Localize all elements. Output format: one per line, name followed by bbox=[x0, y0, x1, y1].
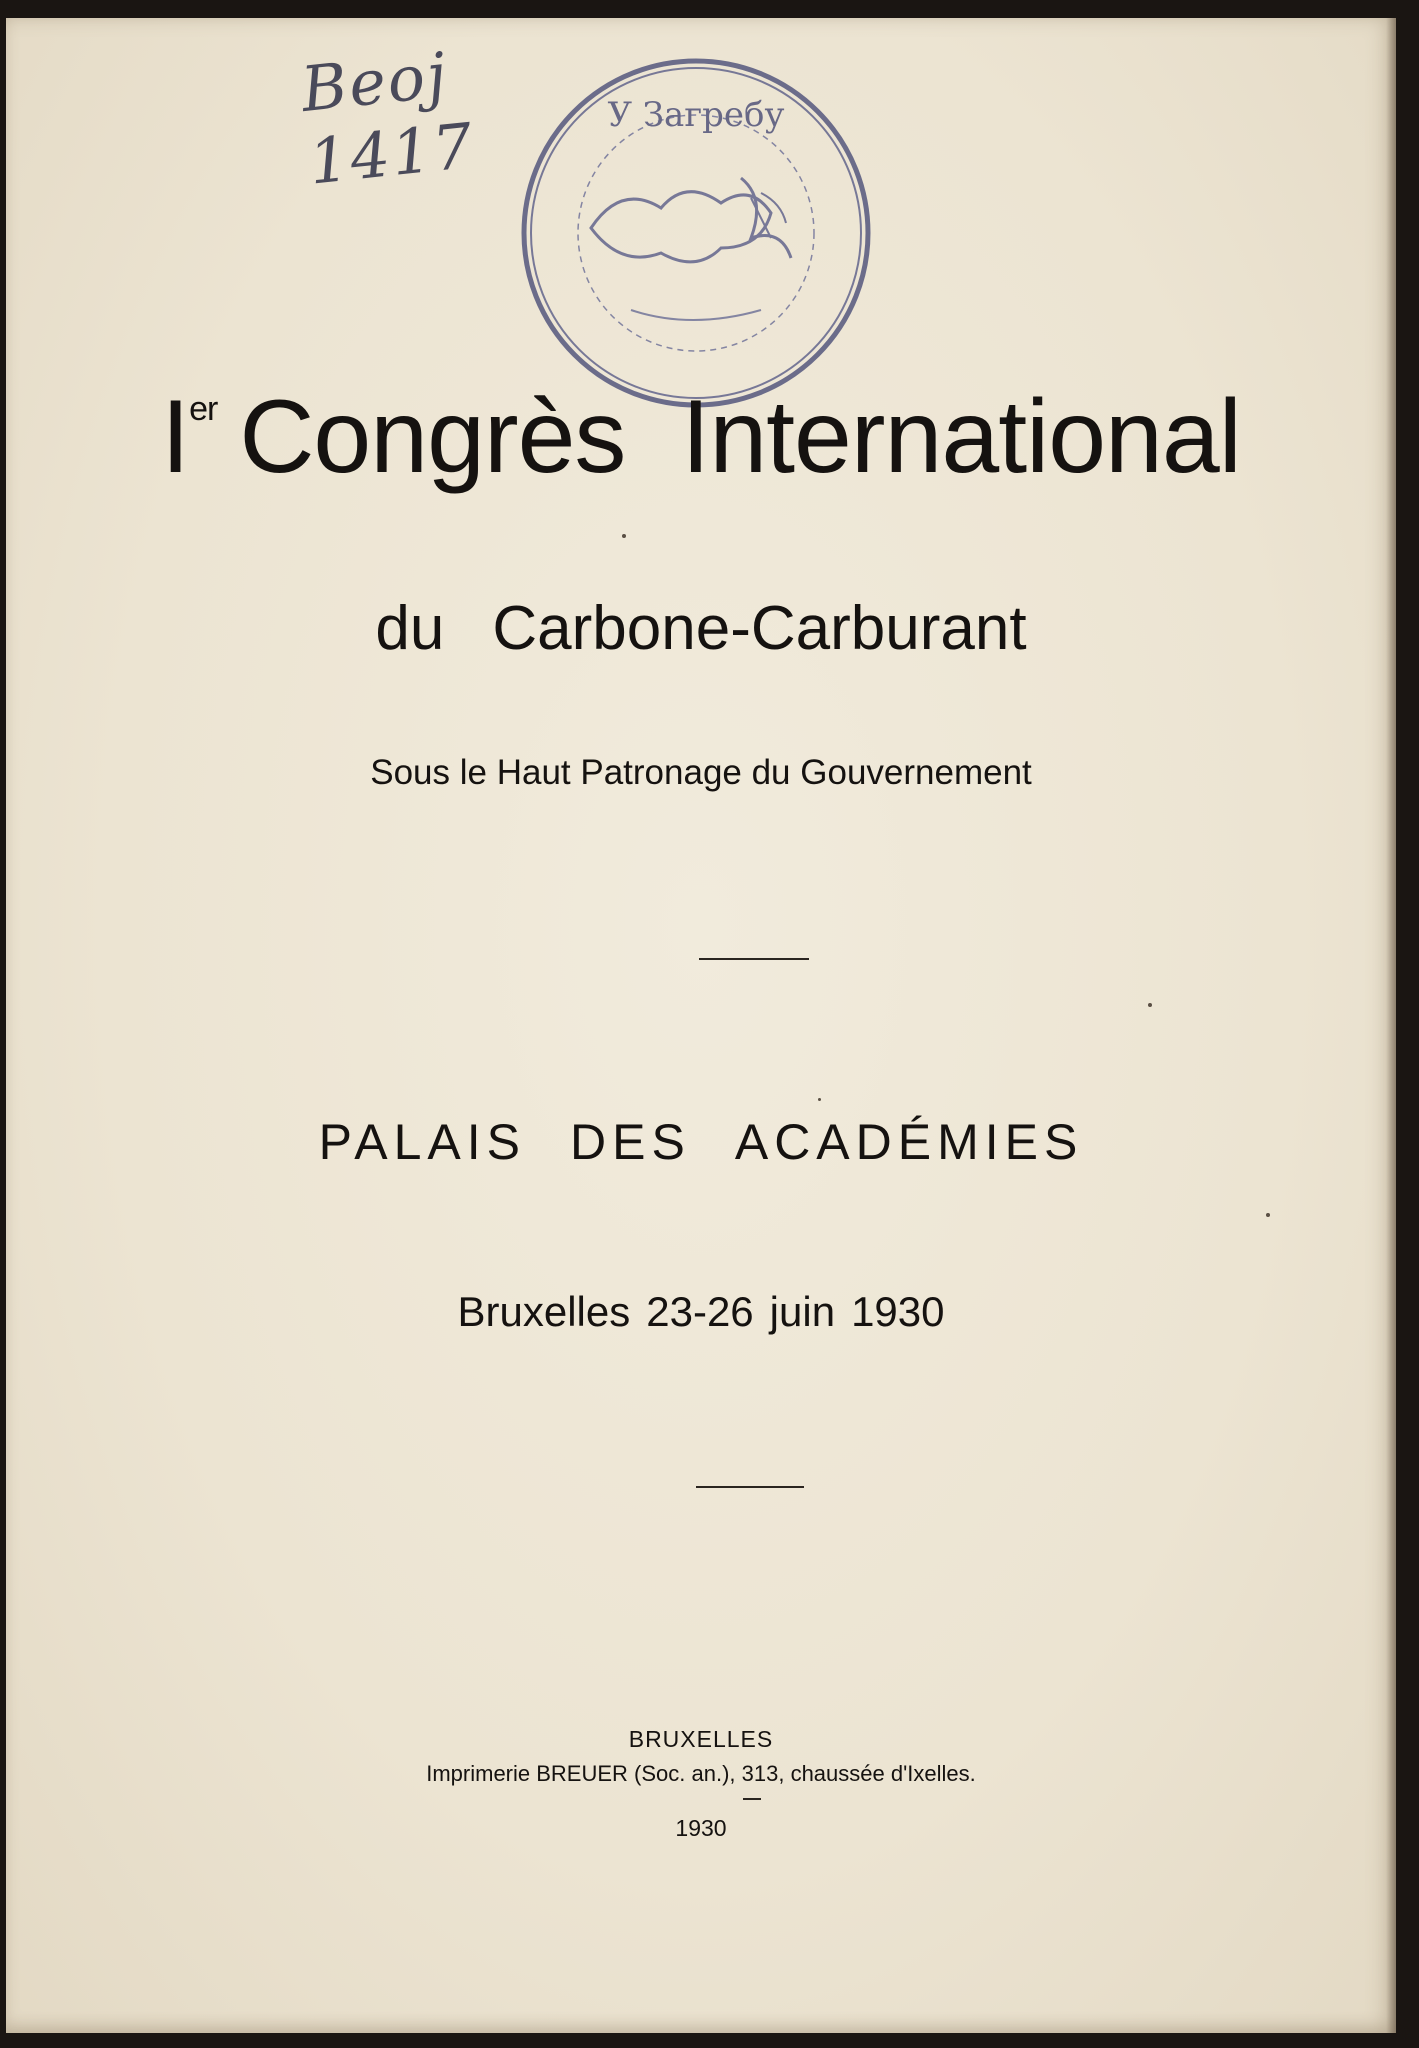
venue-word-academies: ACADÉMIES bbox=[734, 1114, 1084, 1170]
divider-rule bbox=[699, 958, 809, 960]
title-ordinal-suffix: er bbox=[189, 390, 218, 428]
event-date-line bbox=[6, 1288, 1396, 1336]
imprint-city: BRUXELLES bbox=[628, 1726, 774, 1752]
event-month: juin bbox=[769, 1288, 836, 1335]
document-page bbox=[6, 18, 1396, 2033]
stamp-label: У Загребу bbox=[607, 95, 785, 135]
subtitle-word-du: du bbox=[375, 594, 445, 663]
library-stamp bbox=[511, 48, 881, 418]
patronage-line: Sous le Haut Patronage du Gouvernement bbox=[370, 753, 1032, 792]
title-word-international: International bbox=[681, 379, 1241, 495]
venue-heading bbox=[6, 1113, 1396, 1171]
venue-word-des: DES bbox=[570, 1114, 691, 1170]
title-word-congres: Congrès bbox=[239, 379, 626, 495]
subtitle-word-carbone: Carbone-Carburant bbox=[492, 594, 1027, 663]
imprint-year: 1930 bbox=[675, 1815, 727, 1841]
paper-speck bbox=[1148, 1003, 1152, 1007]
paper-speck bbox=[818, 1098, 821, 1101]
divider-rule bbox=[696, 1486, 804, 1488]
event-days: 23-26 bbox=[646, 1288, 754, 1335]
title-ordinal: I bbox=[161, 379, 190, 495]
congress-title bbox=[6, 378, 1396, 497]
paper-speck bbox=[622, 534, 626, 538]
paper-speck bbox=[1266, 1213, 1270, 1217]
imprint-printer: Imprimerie BREUER (Soc. an.), 313, chaussée d'Ixelles. bbox=[426, 1761, 976, 1786]
venue-word-palais: PALAIS bbox=[318, 1114, 527, 1170]
imprint-dash bbox=[743, 1798, 761, 1800]
event-year: 1930 bbox=[851, 1288, 945, 1335]
handwritten-shelf-mark: Beoj 1417 bbox=[297, 38, 478, 199]
congress-subtitle bbox=[6, 593, 1396, 664]
event-city: Bruxelles bbox=[457, 1288, 631, 1335]
